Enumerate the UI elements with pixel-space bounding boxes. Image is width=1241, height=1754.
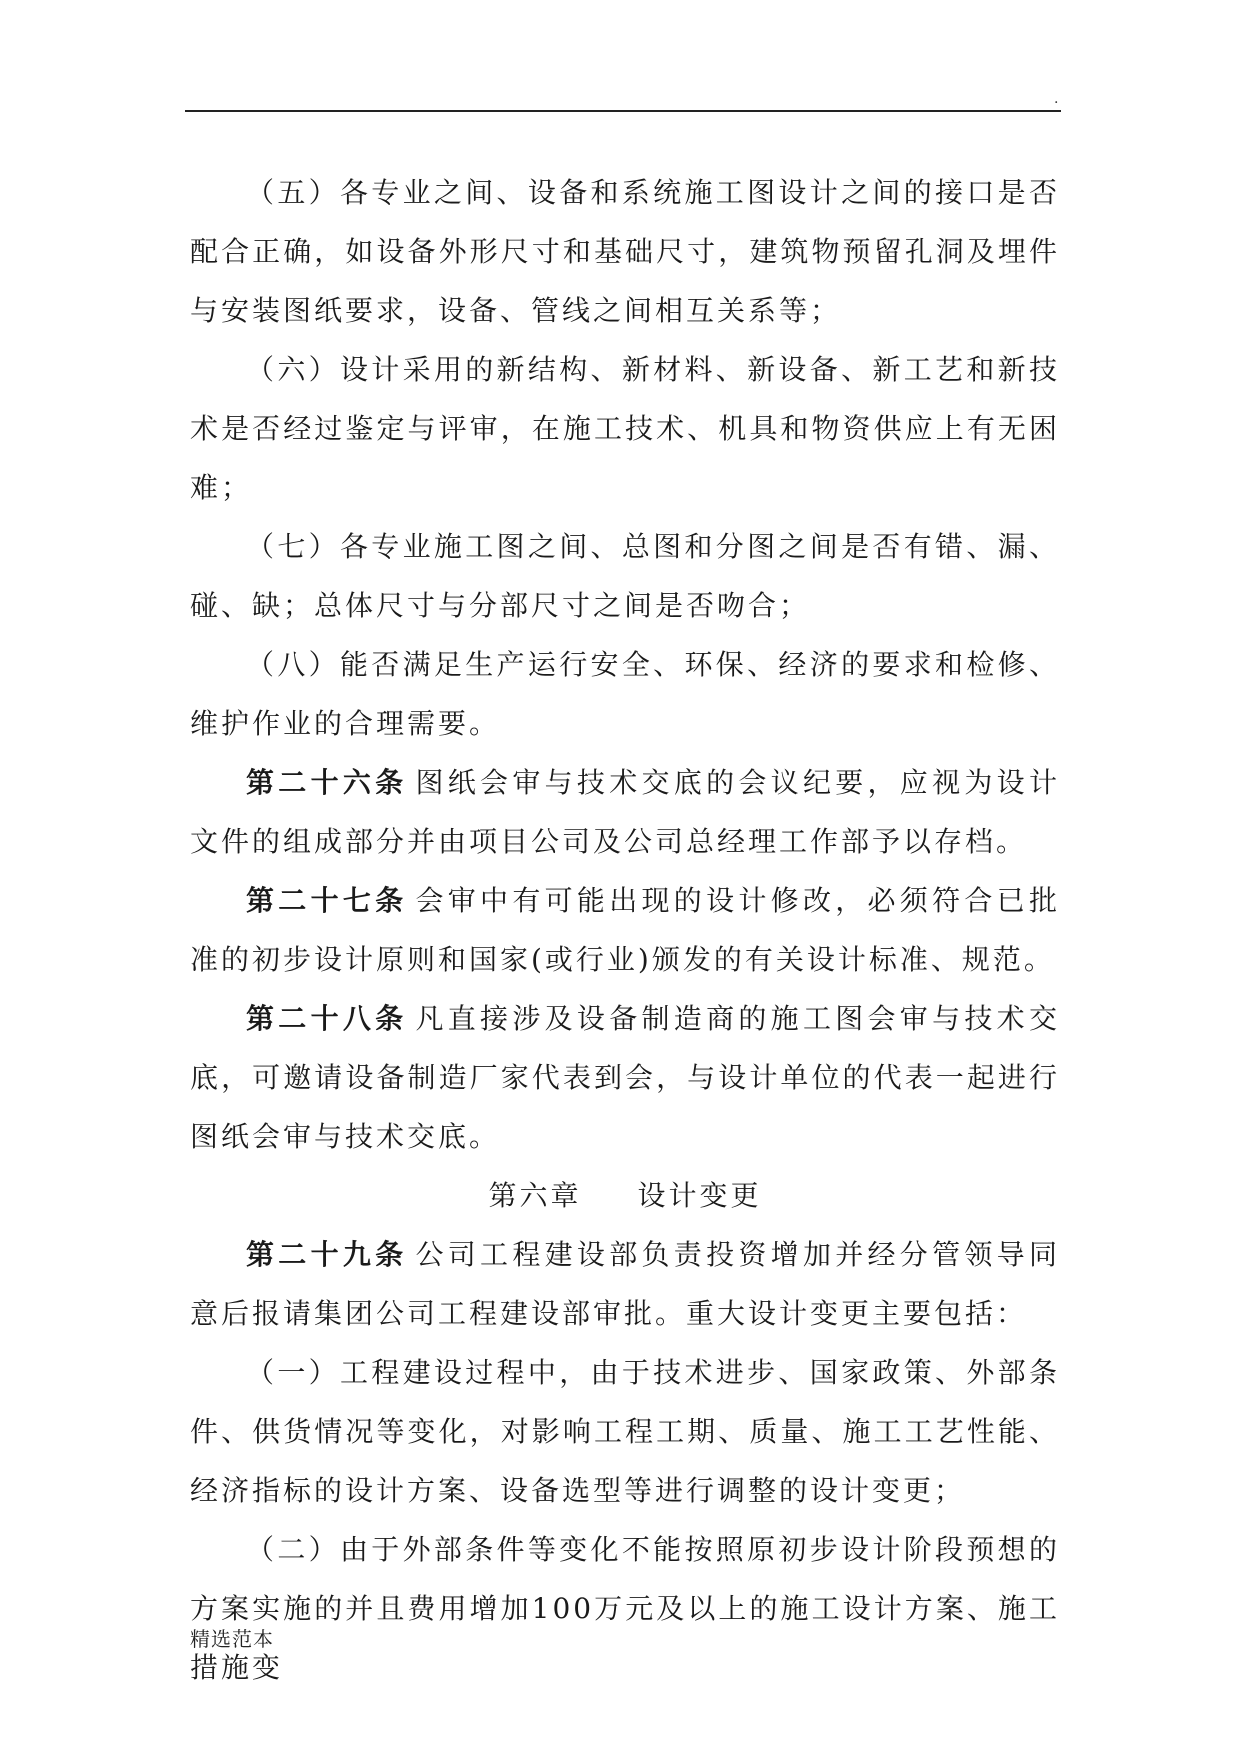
paragraph-item-7: （七）各专业施工图之间、总图和分图之间是否有错、漏、碰、缺；总体尺寸与分部尺寸之间是否吻合； <box>190 530 1060 622</box>
header-rule <box>185 110 1061 112</box>
article-number: 第二十九条 <box>246 1238 408 1271</box>
change-item-2: （二）由于外部条件等变化不能按照原初步设计阶段预想的方案实施的并且费用增加100万元及以上的施工设计方案、施工措施变 <box>190 1533 1060 1684</box>
article-26 <box>190 753 1060 871</box>
paragraph-item-8: （八）能否满足生产运行安全、环保、经济的要求和检修、维护作业的合理需要。 <box>190 648 1060 740</box>
change-item-1: （一）工程建设过程中，由于技术进步、国家政策、外部条件、供货情况等变化，对影响工程工期、质量、施工工艺性能、经济指标的设计方案、设备选型等进行调整的设计变更； <box>190 1356 1060 1507</box>
chapter-title: 设计变更 <box>637 1179 762 1212</box>
article-text: 会审中有可能出现的设计修改，必须符合已批准的初步设计原则和国家(或行业)颁发的有关设计标准、规范。 <box>190 884 1060 976</box>
article-text: 公司工程建设部负责投资增加并经分管领导同意后报请集团公司工程建设部审批。重大设计变更主要包括： <box>190 1238 1060 1330</box>
footer-label: 精选范本 <box>190 1627 274 1651</box>
article-29 <box>190 1225 1060 1343</box>
chapter-number: 第六章 <box>488 1179 582 1212</box>
article-number: 第二十七条 <box>246 884 408 917</box>
article-text: 凡直接涉及设备制造商的施工图会审与技术交底，可邀请设备制造厂家代表到会，与设计单位的代表一起进行图纸会审与技术交底。 <box>190 1002 1060 1153</box>
article-number: 第二十六条 <box>246 766 408 799</box>
paragraph-item-5: （五）各专业之间、设备和系统施工图设计之间的接口是否配合正确，如设备外形尺寸和基础尺寸，建筑物预留孔洞及埋件与安装图纸要求，设备、管线之间相互关系等； <box>190 176 1060 327</box>
article-28 <box>190 989 1060 1166</box>
article-number: 第二十八条 <box>246 1002 408 1035</box>
chapter-heading <box>190 1166 1060 1225</box>
paragraph-item-6: （六）设计采用的新结构、新材料、新设备、新工艺和新技术是否经过鉴定与评审，在施工技术、机具和物资供应上有无困难； <box>190 353 1060 504</box>
header-mark: . <box>1054 91 1059 107</box>
article-text: 图纸会审与技术交底的会议纪要，应视为设计文件的组成部分并由项目公司及公司总经理工作部予以存档。 <box>190 766 1060 858</box>
article-27 <box>190 871 1060 989</box>
document-body <box>190 163 1060 1697</box>
